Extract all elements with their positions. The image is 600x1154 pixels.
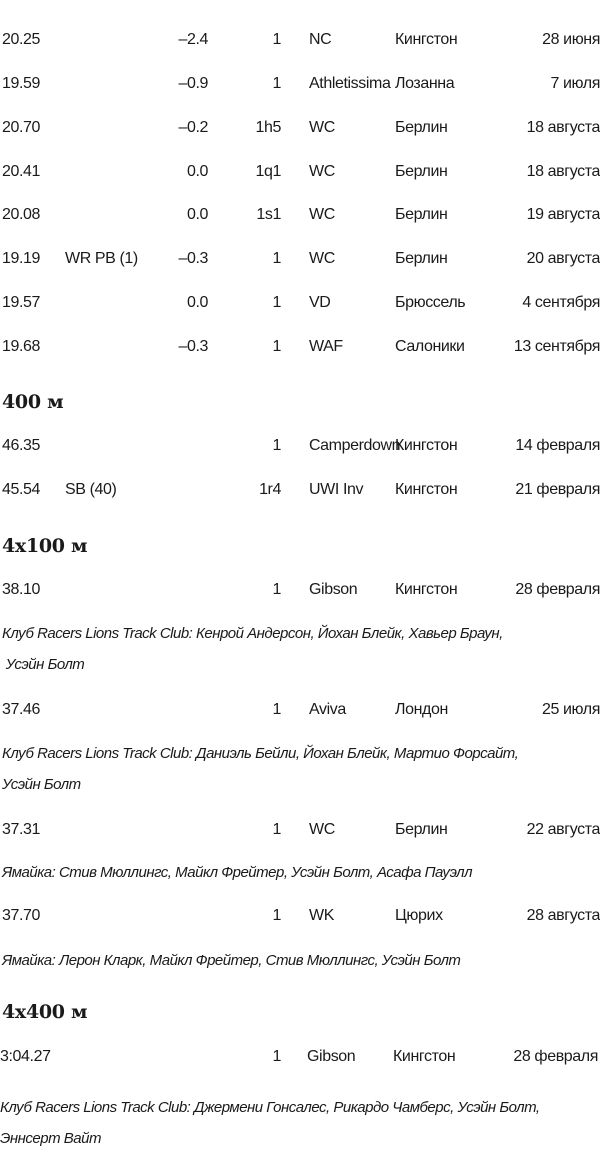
result-meet: Camperdown (309, 437, 401, 454)
result-meet: WC (309, 206, 335, 223)
section-title-4x100m: 4x100 м (2, 535, 88, 557)
result-date: 22 августа (526, 821, 600, 838)
result-place: 1r4 (259, 481, 281, 498)
result-time: 37.46 (2, 701, 41, 718)
result-city: Берлин (395, 163, 448, 180)
result-place: 1q1 (255, 163, 281, 180)
result-meet: Aviva (309, 701, 346, 718)
result-place: 1h5 (255, 119, 281, 136)
result-row (0, 28, 600, 52)
result-date: 28 июня (542, 31, 600, 48)
result-time: 37.70 (2, 907, 41, 924)
team-lineup (0, 1092, 596, 1154)
result-meet: WC (309, 250, 335, 267)
result-place: 1s1 (256, 206, 281, 223)
result-time: 45.54 (2, 481, 41, 498)
result-city: Берлин (395, 250, 448, 267)
result-wind: 0.0 (186, 163, 208, 180)
team-lineup-line: Ямайка: Лерон Кларк, Майкл Фрейтер, Стив Мюллингс, Усэйн Болт (2, 952, 461, 969)
result-time: 20.70 (2, 119, 41, 136)
team-lineup-line: Усэйн Болт (2, 656, 85, 673)
result-city: Берлин (395, 119, 448, 136)
result-note: SB (40) (65, 481, 117, 498)
result-row (0, 203, 600, 227)
result-city: Кингстон (395, 481, 458, 498)
result-place: 1 (272, 821, 281, 838)
result-time: 20.41 (2, 163, 41, 180)
result-row (0, 116, 600, 140)
result-wind: –0.2 (178, 119, 208, 136)
result-meet: WC (309, 119, 335, 136)
result-date: 13 сентября (513, 338, 600, 355)
section-title-4x400m: 4x400 м (2, 1001, 88, 1023)
result-place: 1 (272, 1048, 281, 1065)
result-wind: 0.0 (186, 294, 208, 311)
result-date: 18 августа (526, 119, 600, 136)
team-lineup (2, 945, 598, 976)
result-row (0, 578, 600, 602)
result-wind: –2.4 (178, 31, 208, 48)
result-city: Кингстон (395, 581, 458, 598)
result-place: 1 (272, 294, 281, 311)
result-date: 28 февраля (515, 581, 600, 598)
result-date: 25 июля (541, 701, 600, 718)
result-date: 19 августа (526, 206, 600, 223)
result-row (0, 1045, 600, 1069)
result-date: 18 августа (526, 163, 600, 180)
result-date: 21 февраля (515, 481, 600, 498)
team-lineup-line: Клуб Racers Lions Track Club: Даниэль Бейли, Йохан Блейк, Мартио Форсайт, (2, 745, 519, 762)
result-time: 19.59 (2, 75, 41, 92)
result-city: Берлин (395, 821, 448, 838)
result-meet: NC (309, 31, 332, 48)
result-time: 38.10 (2, 581, 41, 598)
team-lineup (2, 857, 598, 888)
result-note: WR PB (1) (65, 250, 138, 267)
result-row (0, 160, 600, 184)
result-place: 1 (272, 75, 281, 92)
team-lineup-line: Клуб Racers Lions Track Club: Джермени Гонсалес, Рикардо Чамберс, Усэйн Болт, (0, 1099, 540, 1116)
result-date: 4 сентября (522, 294, 600, 311)
result-time: 19.19 (2, 250, 41, 267)
result-place: 1 (272, 581, 281, 598)
result-place: 1 (272, 437, 281, 454)
result-wind: 0.0 (186, 206, 208, 223)
result-meet: WC (309, 821, 335, 838)
result-meet: Athletissima (309, 75, 391, 92)
result-meet: VD (309, 294, 331, 311)
result-meet: WK (309, 907, 334, 924)
team-lineup-line: Эннсерт Вайт (0, 1130, 101, 1147)
section-title-400m: 400 м (2, 391, 64, 413)
result-row (0, 478, 600, 502)
result-time: 37.31 (2, 821, 41, 838)
result-meet: WAF (309, 338, 343, 355)
result-place: 1 (272, 250, 281, 267)
result-city: Кингстон (393, 1048, 456, 1065)
result-meet: WC (309, 163, 335, 180)
result-row (0, 818, 600, 842)
result-row (0, 904, 600, 928)
team-lineup-line: Клуб Racers Lions Track Club: Кенрой Андерсон, Йохан Блейк, Хавьер Браун, (2, 625, 503, 642)
result-row (0, 335, 600, 359)
result-time: 19.57 (2, 294, 41, 311)
result-city: Лозанна (395, 75, 455, 92)
result-time: 3:04.27 (0, 1048, 51, 1065)
team-lineup-line: Усэйн Болт (2, 776, 81, 793)
result-wind: –0.3 (178, 250, 208, 267)
result-place: 1 (272, 907, 281, 924)
result-wind: –0.9 (178, 75, 208, 92)
result-row (0, 247, 600, 271)
result-place: 1 (272, 338, 281, 355)
result-place: 1 (272, 701, 281, 718)
result-date: 28 февраля (513, 1048, 598, 1065)
result-row (0, 72, 600, 96)
result-date: 20 августа (526, 250, 600, 267)
result-meet: Gibson (309, 581, 358, 598)
result-time: 46.35 (2, 437, 41, 454)
result-place: 1 (272, 31, 281, 48)
result-city: Салоники (395, 338, 465, 355)
result-city: Цюрих (395, 907, 443, 924)
team-lineup (2, 618, 598, 680)
result-time: 20.25 (2, 31, 41, 48)
result-city: Кингстон (395, 437, 458, 454)
result-date: 7 июля (550, 75, 600, 92)
result-row (0, 291, 600, 315)
result-city: Кингстон (395, 31, 458, 48)
result-city: Берлин (395, 206, 448, 223)
result-time: 19.68 (2, 338, 41, 355)
result-time: 20.08 (2, 206, 41, 223)
team-lineup (2, 738, 598, 800)
result-meet: Gibson (307, 1048, 356, 1065)
result-city: Брюссель (395, 294, 466, 311)
result-wind: –0.3 (178, 338, 208, 355)
result-date: 14 февраля (515, 437, 600, 454)
result-date: 28 августа (526, 907, 600, 924)
result-row (0, 434, 600, 458)
result-city: Лондон (395, 701, 448, 718)
team-lineup-line: Ямайка: Стив Мюллингс, Майкл Фрейтер, Усэйн Болт, Асафа Пауэлл (2, 864, 473, 881)
result-row (0, 698, 600, 722)
result-meet: UWI Inv (309, 481, 364, 498)
